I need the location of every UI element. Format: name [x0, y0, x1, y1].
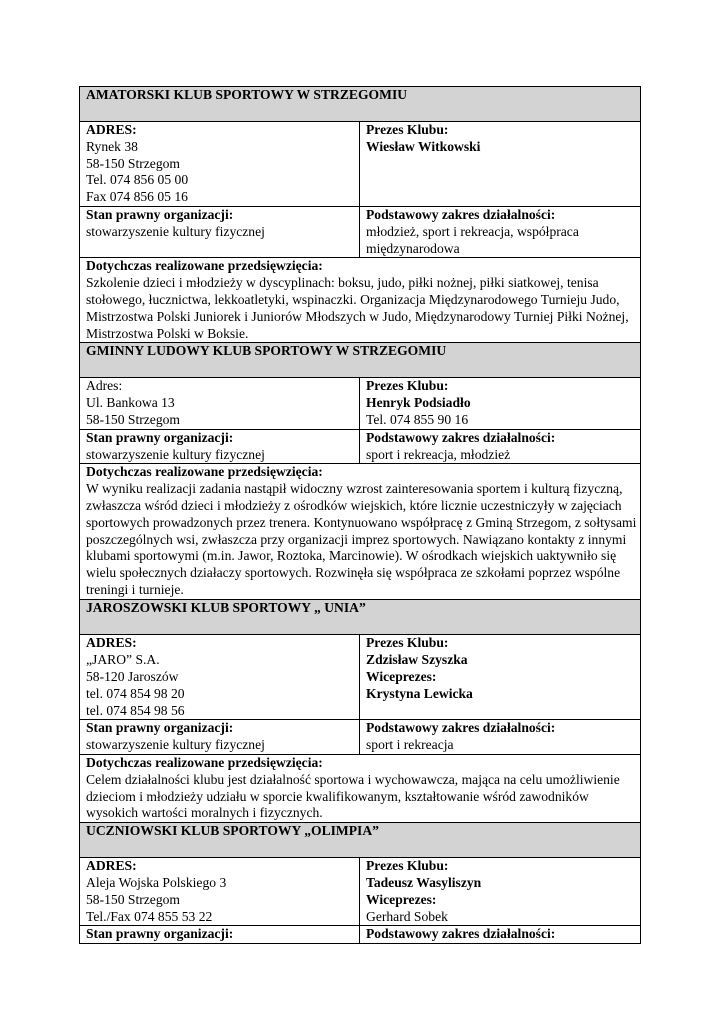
- club-legal-row: [80, 926, 641, 944]
- president-cell: [360, 635, 641, 720]
- address-label: ADRES:: [86, 635, 137, 651]
- president-cell: [360, 858, 641, 926]
- club-legal-row: [80, 720, 641, 755]
- club-contact-row: [80, 378, 641, 429]
- activity-scope-label: Podstawowy zakres działalności:: [366, 429, 556, 445]
- legal-status-value: stowarzyszenie kultury fizycznej: [86, 223, 265, 239]
- club-legal-row: [80, 207, 641, 258]
- address-line: 58-150 Strzegom: [86, 155, 181, 171]
- president-label: Prezes Klubu:: [366, 635, 449, 651]
- legal-status-cell: [80, 207, 360, 258]
- address-line: Tel./Fax 074 855 53 22: [86, 908, 213, 924]
- legal-status-value: stowarzyszenie kultury fizycznej: [86, 737, 265, 753]
- activities-label: Dotychczas realizowane przedsięwzięcia:: [86, 754, 323, 770]
- address-line: 58-120 Jaroszów: [86, 668, 179, 684]
- vice-president-name: Krystyna Lewicka: [366, 685, 473, 701]
- club-activities-row: [80, 754, 641, 822]
- club-activities-row: [80, 464, 641, 600]
- club-header-row: [80, 87, 641, 122]
- club-header-row: [80, 600, 641, 635]
- legal-status-cell: [80, 926, 360, 944]
- club-contact-row: [80, 858, 641, 926]
- activities-text: W wyniku realizacji zadania nastąpił widoczny wzrost zainteresowania sportem i kulturą fizyczną, zwłaszcza wśród dzieci i młodzieży z ośrodków wiejskich, które licznie uczestniczyły w zajęciach sportowych prowadzonych przez trenera. Kontynuowano współpracę z Gminą Strzegom, z sołtysami poszczególnych wsi, zwłaszcza przy organizacji imprez sportowych. Nawiązano kontakty z innymi klubami sportowymi (m.in. Jawor, Roztoka, Marcinowie). W ośrodkach wiejskich uaktywniło się wielu społecznych działaczy sportowych. Rozwinęła się współpraca ze szkołami poprzez wspólne treningi i turnieje.: [86, 481, 637, 597]
- club-legal-row: [80, 429, 641, 464]
- president-name: Wiesław Witkowski: [366, 138, 481, 154]
- club-header-row: [80, 343, 641, 378]
- address-line: Ul. Bankowa 13: [86, 395, 175, 411]
- activities-text: Szkolenie dzieci i młodzieży w dyscyplinach: boksu, judo, piłki nożnej, piłki siatkowej, tenisa stołowego, łucznictwa, lekkoatletyki, wspinaczki. Organizacja Międzynarodowego Turnieju Judo, Mistrzostwa Polski Juniorek i Juniorów Młodszych w Judo, Międzynarodowy Turniej Piłki Nożnej, Mistrzostwa Polski w Boksie.: [86, 275, 629, 341]
- club-contact-row: [80, 635, 641, 720]
- president-label: Prezes Klubu:: [366, 858, 449, 874]
- address-line: Fax 074 856 05 16: [86, 189, 188, 205]
- club-contact-row: [80, 122, 641, 207]
- legal-status-value: stowarzyszenie kultury fizycznej: [86, 446, 265, 462]
- address-line: 58-150 Strzegom: [86, 891, 181, 907]
- club-registry-document: [79, 86, 640, 944]
- president-label: Prezes Klubu:: [366, 378, 449, 394]
- president-cell: [360, 122, 641, 207]
- activity-scope-cell: [360, 207, 641, 258]
- club-name: UCZNIOWSKI KLUB SPORTOWY „OLIMPIA”: [80, 823, 641, 858]
- legal-status-label: Stan prawny organizacji:: [86, 720, 234, 736]
- club-header-row: [80, 823, 641, 858]
- address-line: „JARO” S.A.: [86, 652, 160, 668]
- address-cell: [80, 635, 360, 720]
- activities-cell: [80, 464, 641, 600]
- activity-scope-cell: [360, 926, 641, 944]
- president-cell: [360, 378, 641, 429]
- activities-label: Dotychczas realizowane przedsięwzięcia:: [86, 464, 323, 480]
- legal-status-label: Stan prawny organizacji:: [86, 926, 234, 942]
- club-activities-row: [80, 258, 641, 343]
- activity-scope-label: Podstawowy zakres działalności:: [366, 926, 556, 942]
- activities-text: Celem działalności klubu jest działalność sportowa i wychowawcza, mająca na celu umożliwienie dzieciom i młodzieży udziału w sporcie kwalifikowanym, kształtowanie wśród zawodników wysokich wartości moralnych i fizycznych.: [86, 771, 620, 821]
- president-phone: Tel. 074 855 90 16: [366, 411, 469, 427]
- club-name: GMINNY LUDOWY KLUB SPORTOWY W STRZEGOMIU: [80, 343, 641, 378]
- club-name: JAROSZOWSKI KLUB SPORTOWY „ UNIA”: [80, 600, 641, 635]
- legal-status-cell: [80, 720, 360, 755]
- address-label: Adres:: [86, 378, 123, 394]
- address-line: Aleja Wojska Polskiego 3: [86, 874, 227, 890]
- clubs-table: [79, 86, 641, 944]
- president-name: Tadeusz Wasyliszyn: [366, 874, 482, 890]
- legal-status-label: Stan prawny organizacji:: [86, 207, 234, 222]
- address-cell: [80, 858, 360, 926]
- address-label: ADRES:: [86, 858, 137, 874]
- address-label: ADRES:: [86, 122, 137, 137]
- address-line: Tel. 074 856 05 00: [86, 172, 189, 188]
- address-line: tel. 074 854 98 20: [86, 685, 185, 701]
- vice-president-label: Wiceprezes:: [366, 891, 437, 907]
- vice-president-label: Wiceprezes:: [366, 668, 437, 684]
- activity-scope-label: Podstawowy zakres działalności:: [366, 720, 556, 736]
- legal-status-cell: [80, 429, 360, 464]
- activities-cell: [80, 754, 641, 822]
- president-name: Henryk Podsiadło: [366, 395, 471, 411]
- club-name: AMATORSKI KLUB SPORTOWY W STRZEGOMIU: [80, 87, 641, 122]
- address-line: 58-150 Strzegom: [86, 411, 181, 427]
- activity-scope-value: młodzież, sport i rekreacja, współpraca międzynarodowa: [366, 223, 579, 256]
- activity-scope-cell: [360, 429, 641, 464]
- president-name: Zdzisław Szyszka: [366, 652, 468, 668]
- activities-label: Dotychczas realizowane przedsięwzięcia:: [86, 258, 323, 274]
- vice-president-name: Gerhard Sobek: [366, 908, 448, 924]
- president-label: Prezes Klubu:: [366, 122, 449, 137]
- address-line: Rynek 38: [86, 138, 138, 154]
- address-cell: [80, 122, 360, 207]
- activity-scope-cell: [360, 720, 641, 755]
- activities-cell: [80, 258, 641, 343]
- address-line: tel. 074 854 98 56: [86, 702, 185, 718]
- legal-status-label: Stan prawny organizacji:: [86, 429, 234, 445]
- address-cell: [80, 378, 360, 429]
- activity-scope-label: Podstawowy zakres działalności:: [366, 207, 556, 222]
- activity-scope-value: sport i rekreacja: [366, 737, 454, 753]
- activity-scope-value: sport i rekreacja, młodzież: [366, 446, 511, 462]
